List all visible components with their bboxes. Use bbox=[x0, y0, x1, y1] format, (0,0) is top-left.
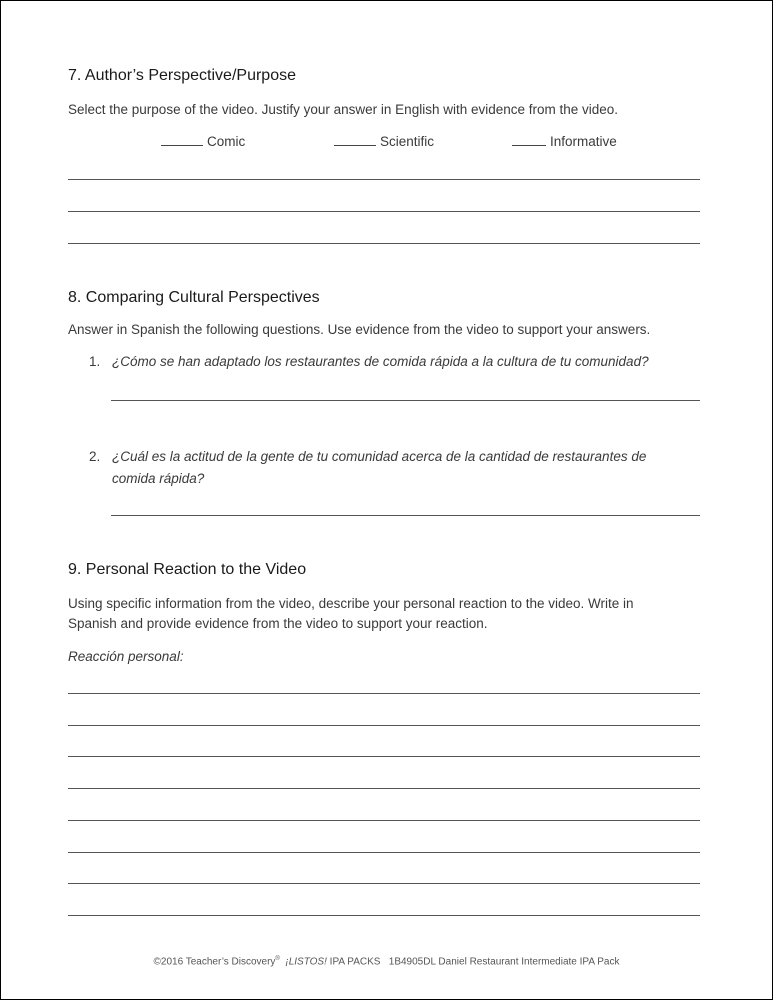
option-informative[interactable] bbox=[512, 133, 617, 149]
answer-line[interactable] bbox=[68, 725, 700, 726]
section-7-heading: 7. Author’s Perspective/Purpose bbox=[68, 67, 296, 84]
section-8-instruction: Answer in Spanish the following questions. Use evidence from the video to support your answers. bbox=[68, 322, 651, 337]
answer-line[interactable] bbox=[68, 693, 700, 694]
option-comic-label: Comic bbox=[207, 134, 246, 149]
answer-line[interactable] bbox=[68, 915, 700, 916]
answer-line[interactable] bbox=[68, 756, 700, 757]
answer-line[interactable] bbox=[111, 400, 700, 401]
question-2-number: 2. bbox=[89, 449, 101, 464]
footer-pack: IPA PACKS 1B4905DL Daniel Restaurant Intermediate IPA Pack bbox=[329, 956, 620, 968]
section-8-heading: 8. Comparing Cultural Perspectives bbox=[68, 289, 320, 306]
page-footer bbox=[1, 956, 772, 967]
question-2-text-line-1: ¿Cuál es la actitud de la gente de tu comunidad acerca de la cantidad de restaurantes de bbox=[112, 449, 647, 464]
section-9-heading: 9. Personal Reaction to the Video bbox=[68, 561, 307, 578]
answer-line[interactable] bbox=[68, 788, 700, 789]
question-1-text: ¿Cómo se han adaptado los restaurantes de comida rápida a la cultura de tu comunidad? bbox=[112, 354, 649, 369]
question-1-number: 1. bbox=[89, 354, 101, 369]
answer-line[interactable] bbox=[68, 179, 700, 180]
question-2-text-line-2: comida rápida? bbox=[112, 471, 205, 486]
answer-line[interactable] bbox=[68, 243, 700, 244]
answer-line[interactable] bbox=[68, 211, 700, 212]
option-comic-blank[interactable] bbox=[161, 133, 203, 146]
reaction-prompt: Reacción personal: bbox=[68, 649, 184, 664]
footer-registered-mark: ® bbox=[275, 956, 280, 962]
answer-line[interactable] bbox=[68, 820, 700, 821]
answer-line[interactable] bbox=[68, 852, 700, 853]
option-informative-blank[interactable] bbox=[512, 133, 546, 146]
footer-series: ¡LISTOS! bbox=[285, 956, 327, 968]
option-scientific-label: Scientific bbox=[380, 134, 435, 149]
option-scientific[interactable] bbox=[334, 133, 434, 149]
section-7-instruction: Select the purpose of the video. Justify your answer in English with evidence from the video. bbox=[68, 102, 619, 117]
answer-line[interactable] bbox=[111, 515, 700, 516]
option-scientific-blank[interactable] bbox=[334, 133, 376, 146]
section-9-instruction-line-2: Spanish and provide evidence from the video to support your reaction. bbox=[68, 616, 488, 631]
option-informative-label: Informative bbox=[550, 134, 617, 149]
section-9-instruction-line-1: Using specific information from the video, describe your personal reaction to the video. Write in bbox=[68, 596, 634, 611]
option-comic[interactable] bbox=[161, 133, 245, 149]
answer-line[interactable] bbox=[68, 883, 700, 884]
footer-copyright: ©2016 Teacher’s Discovery bbox=[153, 956, 276, 968]
